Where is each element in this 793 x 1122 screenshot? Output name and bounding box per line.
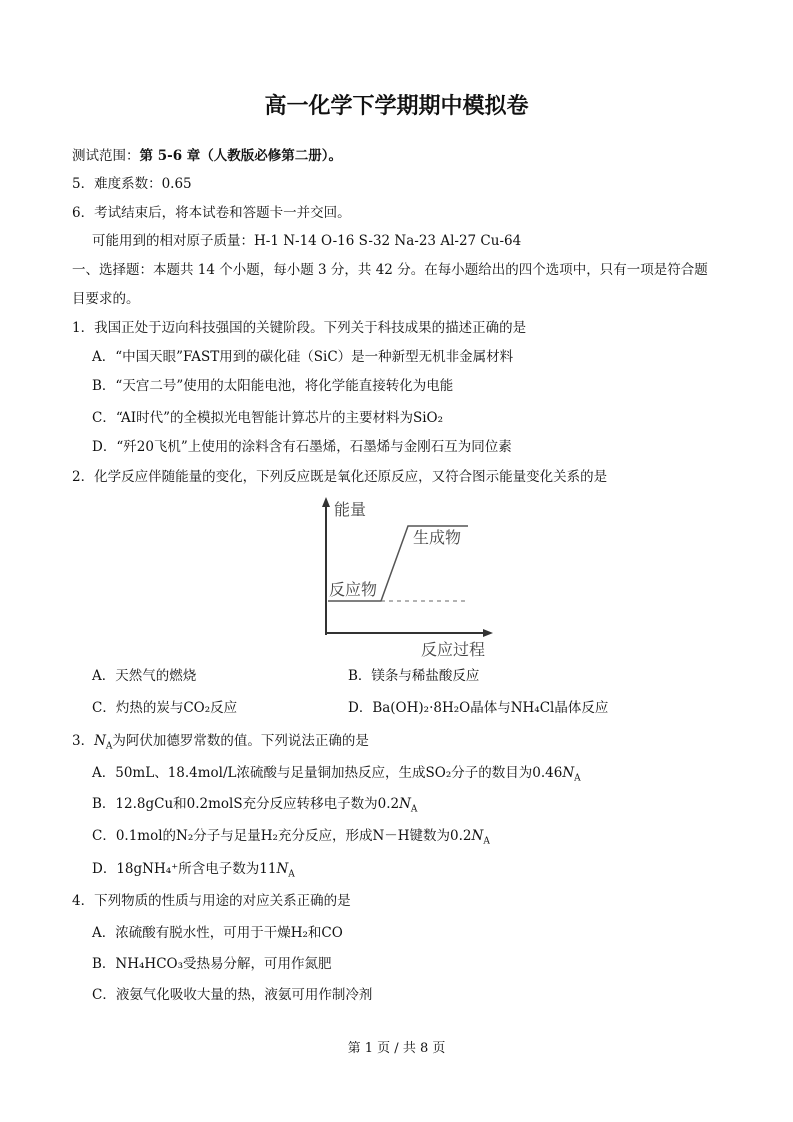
q2-option-b: B．镁条与稀盐酸反应 (348, 668, 480, 684)
scope-label: 测试范围： (72, 148, 140, 164)
page-footer: 第 1 页 / 共 8 页 (347, 1041, 446, 1056)
avogadro-symbol: N (276, 861, 289, 877)
section-heading: 一、选择题：本题共 14 个小题，每小题 3 分，共 42 分。在每小题给出的四个选项中，只有一项是符合题 (72, 262, 708, 278)
energy-diagram (315, 495, 505, 660)
q3-number: 3． (72, 733, 95, 749)
q3-option-c-text: C．0.1mol的N₂分子与足量H₂充分反应，形成N－H键数为0.2 (92, 828, 472, 844)
q2-option-d: D．Ba(OH)₂·8H₂O晶体与NH₄Cl晶体反应 (348, 700, 609, 716)
q4-stem: 4．下列物质的性质与用途的对应关系正确的是 (72, 893, 351, 909)
y-axis-label: 能量 (334, 500, 367, 519)
avogadro-symbol: N (471, 828, 484, 844)
section-heading-cont: 目要求的。 (72, 291, 140, 307)
x-axis-label: 反应过程 (421, 640, 486, 659)
q4-option-b: B．NH₄HCO₃受热易分解，可用作氮肥 (92, 956, 332, 972)
q1-option-d: D．“歼20飞机”上使用的涂料含有石墨烯，石墨烯与金刚石互为同位素 (92, 439, 512, 455)
q2-option-c: C．灼热的炭与CO₂反应 (92, 700, 238, 716)
avogadro-symbol: N (562, 765, 575, 781)
q1-option-c: C．“AI时代”的全模拟光电智能计算芯片的主要材料为SiO₂ (92, 410, 444, 426)
q1-option-b: B．“天宫二号”使用的太阳能电池，将化学能直接转化为电能 (92, 378, 454, 394)
avogadro-subscript: A (288, 869, 295, 880)
avogadro-symbol: N (94, 733, 106, 749)
scope-value: 第 5-6 章（人教版必修第二册）。 (139, 148, 343, 164)
product-label: 生成物 (413, 528, 462, 547)
avogadro-subscript: A (574, 773, 581, 784)
test-scope (72, 147, 342, 165)
reactant-label: 反应物 (329, 580, 378, 599)
difficulty: 5．难度系数：0.65 (72, 176, 192, 192)
q3-option-d-text: D．18gNH₄⁺所含电子数为11 (92, 861, 277, 877)
q3-option-c (92, 827, 490, 851)
atomic-masses: 可能用到的相对原子质量：H-1 N-14 O-16 S-32 Na-23 Al-27 Cu-64 (92, 233, 522, 249)
instruction-6: 6．考试结束后，将本试卷和答题卡一并交回。 (72, 205, 351, 221)
avogadro-subscript: A (410, 804, 418, 815)
q3-option-d (92, 860, 295, 884)
q3-option-b-text: B．12.8gCu和0.2molS充分反应转移电子数为0.2 (92, 796, 400, 812)
avogadro-subscript: A (105, 741, 113, 752)
q3-stem-text: 为阿伏加德罗常数的值。下列说法正确的是 (112, 733, 369, 749)
q3-stem (72, 732, 369, 756)
q2-stem: 2．化学反应伴随能量的变化，下列反应既是氧化还原反应，又符合图示能量变化关系的是 (72, 469, 608, 485)
q3-option-a-text: A．50mL、18.4mol/L浓硫酸与足量铜加热反应，生成SO₂分子的数目为0.46 (92, 765, 563, 781)
x-arrow-icon (483, 629, 493, 637)
q4-option-c: C．液氨气化吸收大量的热，液氨可用作制冷剂 (92, 987, 373, 1003)
q2-option-a: A．天然气的燃烧 (92, 668, 197, 684)
page-title: 高一化学下学期期中模拟卷 (264, 94, 529, 119)
q3-option-a (92, 764, 581, 788)
q1-stem: 1．我国正处于迈向科技强国的关键阶段。下列关于科技成果的描述正确的是 (72, 320, 527, 336)
avogadro-symbol: N (399, 796, 411, 812)
q3-option-b (92, 795, 417, 819)
q4-option-a: A．浓硫酸有脱水性，可用于干燥H₂和CO (92, 925, 343, 941)
avogadro-subscript: A (483, 836, 490, 847)
y-arrow-icon (322, 497, 330, 507)
q1-option-a: A．“中国天眼”FAST用到的碳化硅（SiC）是一种新型无机非金属材料 (92, 349, 514, 365)
